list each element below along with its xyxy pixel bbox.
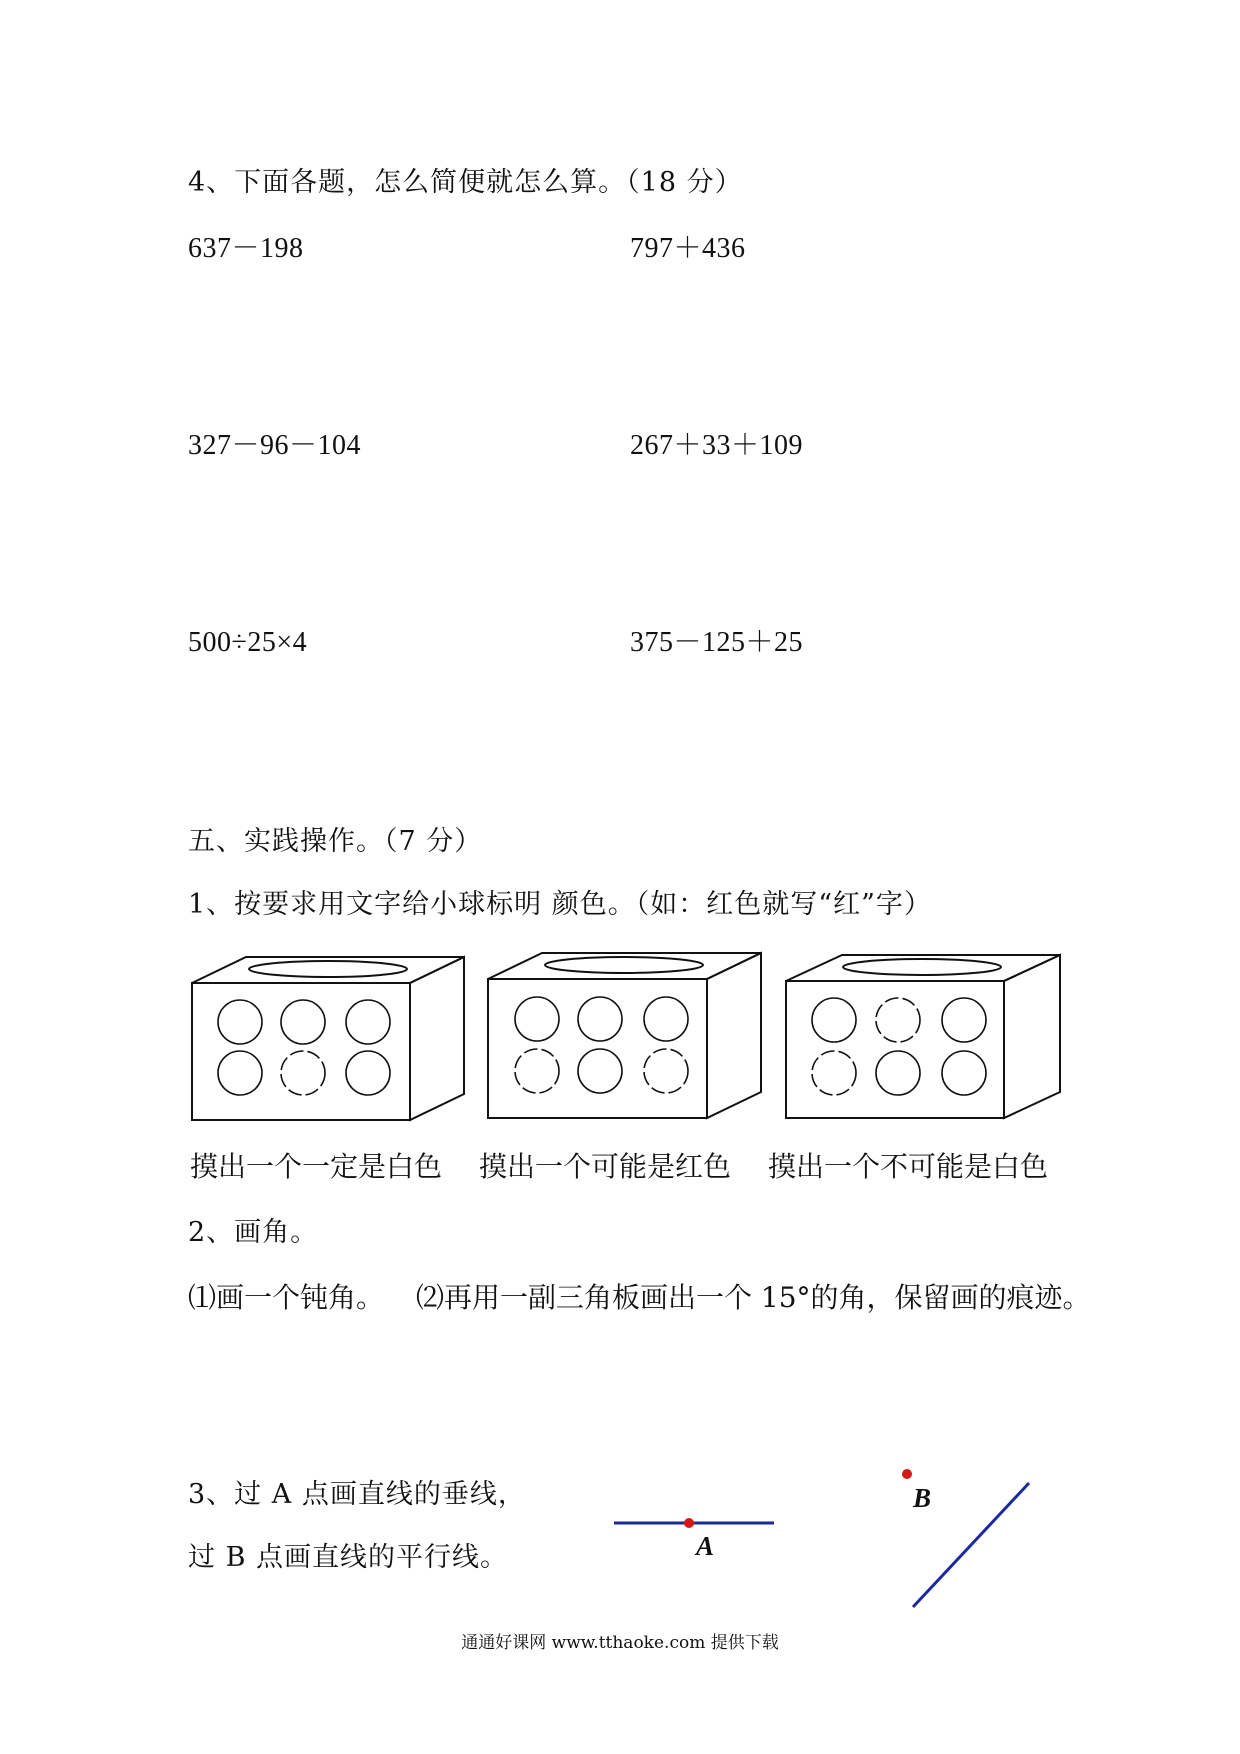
question-2-sub-1: ⑴画一个钝角。 <box>188 1281 385 1314</box>
ball[interactable] <box>644 1049 688 1093</box>
question-1-text: 1、按要求用文字给小球标明 颜色。（如：红色就写“红”字） <box>188 889 932 920</box>
point-a-label: A <box>696 1531 715 1561</box>
expression-1: 637－198 <box>188 233 304 264</box>
box-2-opening <box>545 957 703 973</box>
box-1-caption: 摸出一个一定是白色 <box>190 1150 443 1183</box>
question-3-line-1: 3、过 A 点画直线的垂线， <box>188 1479 526 1510</box>
box-1-opening <box>249 961 407 977</box>
box-3-opening <box>843 959 1001 975</box>
expression-6: 375－125＋25 <box>630 627 804 658</box>
ball[interactable] <box>812 998 856 1042</box>
box-1 <box>192 957 464 1120</box>
expression-2: 797＋436 <box>630 233 746 264</box>
box-2-caption: 摸出一个可能是红色 <box>479 1150 732 1183</box>
ball[interactable] <box>281 1000 325 1044</box>
ball[interactable] <box>515 997 559 1041</box>
ball[interactable] <box>942 1051 986 1095</box>
point-a-dot[interactable] <box>684 1518 694 1528</box>
line-a-figure <box>614 1518 774 1561</box>
line-b-figure <box>902 1469 1029 1607</box>
ball[interactable] <box>578 1049 622 1093</box>
box-3 <box>786 955 1060 1118</box>
expression-4: 267＋33＋109 <box>630 430 804 461</box>
question-2-title: 2、画角。 <box>188 1217 319 1248</box>
ball[interactable] <box>876 998 920 1042</box>
question-2-sub-2: ⑵再用一副三角板画出一个 15°的角，保留画的痕迹。 <box>416 1281 1091 1314</box>
ball[interactable] <box>218 1051 262 1095</box>
ball[interactable] <box>281 1051 325 1095</box>
ball[interactable] <box>578 997 622 1041</box>
section-4-title: 4、下面各题，怎么简便就怎么算。（18 分） <box>188 167 743 198</box>
ball[interactable] <box>218 1000 262 1044</box>
expression-3: 327－96－104 <box>188 430 362 461</box>
section-5-title: 五、实践操作。（7 分） <box>188 826 483 857</box>
box-3-caption: 摸出一个不可能是白色 <box>768 1150 1049 1183</box>
ball[interactable] <box>876 1051 920 1095</box>
expression-5: 500÷25×4 <box>188 627 308 658</box>
ball[interactable] <box>515 1049 559 1093</box>
footer-credit: 通通好课网 www.tthaoke.com 提供下载 <box>461 1633 779 1653</box>
ball[interactable] <box>812 1051 856 1095</box>
ball[interactable] <box>346 1051 390 1095</box>
point-b-dot[interactable] <box>902 1469 912 1479</box>
ball[interactable] <box>644 997 688 1041</box>
ball[interactable] <box>346 1000 390 1044</box>
point-b-label: B <box>913 1483 932 1513</box>
question-3-line-2: 过 B 点画直线的平行线。 <box>188 1542 509 1573</box>
ball[interactable] <box>942 998 986 1042</box>
box-2 <box>488 953 761 1118</box>
